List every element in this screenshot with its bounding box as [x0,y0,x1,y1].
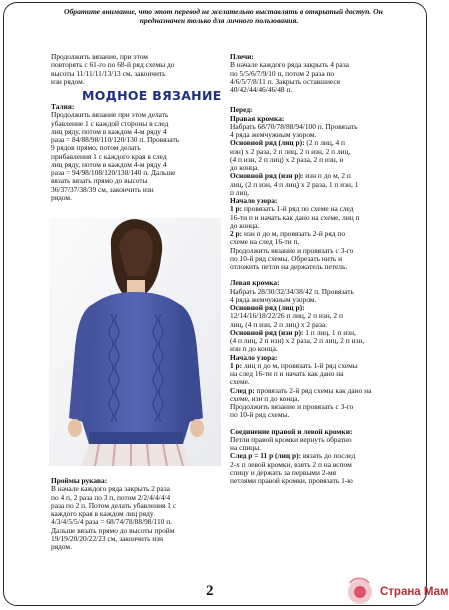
text-line: Продолжить вязание, при этом [51,52,148,61]
page-number: 2 [206,583,214,599]
watermark-text: Страна Мам [380,586,449,598]
right-column: Плечи: В начале каждого ряда закрыть 4 раза по 5/5/6/7/9/10 п, потом 2 раза по 4/6/5/7/8/11 п. Закрыть оставшиеся 40/42/44/46/46/48 п. Перед: Правая кромка: Набрать 68/70/78/88/94/100 п. Провязать 4 ряда жемчужным узором. Основной ряд (лиц р): (2 п лиц, 4 п изн) х 2 раза, 2 п лиц, 2 п изн, 2 п лиц, (4 п изн, 2 п лиц) х 2 раза, 2 п изн, и до конца. Основной ряд (изн р): изн п до м, 2 п лиц, (2 п изн, 4 п лиц) х 2 раза, 1 п изн, 1 п лиц. Начало узора: 1 р: провязать 1-й ряд по схеме на след 16-ти п и начать как дано на схеме, лиц п до конца. 2 р: изн п до м, провязать 2-й ряд по схеме на след 16-ти п. Продолжить вязание и провязать с 3-го по 10-й ряд схемы. Обрезать нить и отложить петли на держатель петель. Левая кромка: Набрать 28/30/32/34/38/42 п. Провязать 4 ряда жемчужным узором. Основной ряд (лиц р): 12/14/16/18/22/26 п лиц, 2 п изн, 2 п лиц, (4 п изн, 2 п лиц) х 2 раза. Основной ряд (изн р): 1 п лиц, 1 п изн, (4 п лиц, 2 п изн) х 2 раза, 2 п лиц, 2 п изн, изн п до конца. Начало узора: 1 р: лиц п до м, провязать 1-й ряд схемы на след 16-ти п и начать как дано на схеме. След р: провязать 2-й ряд схемы как дано на схеме, изн п до конца. Продолжить вязание и провязать с 3-го по 10-й ряд схемы. Соединение правой и левой кромки: Петли правой кромки вернуть обратно на спицы. След р = 11 р (лиц р): вязать до послед 2-х п левой кромки, взять 2 п на вспом спицу и держать за первыми 2-мя петлями правой кромки, провязать 1-ю [230,53,390,485]
section-heading: Плечи: [230,52,254,61]
section-heading: Талия: [51,102,75,111]
translation-notice: Обратите внимание, что этот перевод не желательно выставлять в открытый доступ. Он предназначен только для личного пользования. [64,7,383,25]
subsection-heading: Начало узора: [230,352,278,362]
waist-section: Талия: Продолжить вязание при этом делать убавление 1 с каждой стороны в след лиц ряду, потом в каждом 4-м ряду 4 раза = 84/88/98/110/120/130 п. Провязать 9 рядов прямо, потом делать прибавления 1 с каждого края в след лиц ряду, потом в каждом 4-м ряду 4 раза = 94/98/108/120/130/140 п. Дальше вязать вязать прямо до высоты 36/37/37/38/39 см, закончить изн рядом. [51,103,216,202]
subsection-heading: Левая кромка: [230,278,280,288]
section-heading: Соединение правой и левой кромки: [230,426,353,436]
sweater-photo [49,218,221,466]
text-line: изн рядом. [51,76,85,86]
sleeve-armhole-section: Проймы рукава: В начале каждого ряда закрыть 2 раза по 4 п, 2 раза по 3 п, потом 2/2/4/4/4/4 раза по 2 п. Потом делать убавления 1 с каждого края в каждом лиц ряду 4/3/4/5/5/4 раза = 68/74/78/88/98/110 п. Дальше вязать прямо до высоты пройм 19/19/20/20/22/23 см, закончить изн рядом. [51,477,216,551]
section-heading: Проймы рукава: [51,476,108,485]
text-line: повторять с 61-го по 68-й ряд схемы до [51,60,175,70]
section-heading: Перед: [230,105,253,115]
left-column-top [51,53,216,86]
subsection-heading: Начало узора: [230,196,278,205]
text-line: высоты 11/11/11/13/13 см, закончить [51,68,166,78]
brand-logo: МОДНОЕ ВЯЗАНИЕ [82,88,222,103]
subsection-heading: Правая кромка: [230,113,285,123]
woman-in-blue-sweater-image [49,218,221,466]
